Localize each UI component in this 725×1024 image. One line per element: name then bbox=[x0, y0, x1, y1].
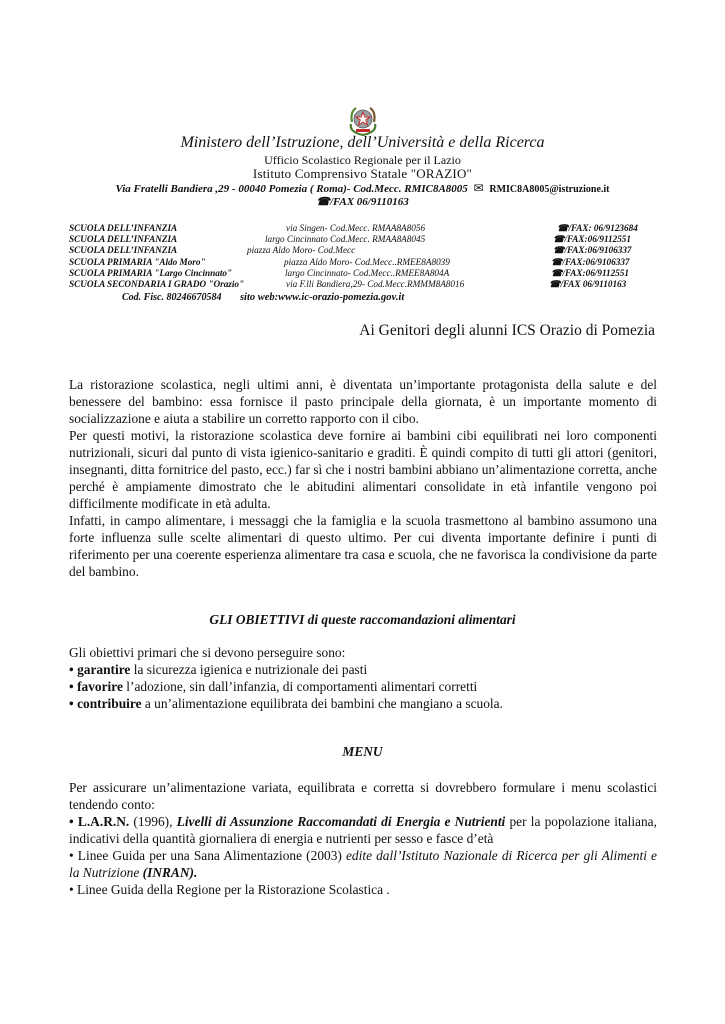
school-address: via F.lli Bandiera,29- Cod.Mecc.RMMM8A8016 bbox=[286, 278, 465, 289]
objectives-section bbox=[69, 644, 657, 712]
institute-address: Via Fratelli Bandiera ,29 - 00040 Pomezia ( Roma)- Cod.Mecc. RMIC8A8005 bbox=[115, 183, 468, 195]
school-address: largo Cincinnato Cod.Mecc. RMAA8A8045 bbox=[265, 234, 426, 245]
regional-office: Ufficio Scolastico Regionale per il Lazio bbox=[264, 153, 461, 167]
ministry-title: Ministero dell’Istruzione, dell’Università e della Ricerca bbox=[180, 134, 545, 151]
school-row bbox=[69, 234, 655, 245]
menu-heading: MENU bbox=[342, 744, 383, 759]
objectives-heading: GLI OBIETTIVI di queste raccomandazioni alimentari bbox=[209, 612, 516, 627]
phone-icon: ☎ bbox=[551, 256, 563, 267]
institute-email[interactable]: RMIC8A8005@istruzione.it bbox=[489, 184, 610, 195]
phone-icon: ☎ bbox=[316, 196, 330, 208]
school-name: SCUOLA DELL’INFANZIA bbox=[69, 245, 178, 256]
school-fax: ☎/FAX:06/9106337 bbox=[553, 245, 632, 256]
menu-item-regional: • Linee Guida della Regione per la Ristorazione Scolastica . bbox=[69, 882, 390, 897]
objectives-lead: Gli obiettivi primari che si devono perseguire sono: bbox=[69, 645, 346, 660]
school-row bbox=[69, 223, 655, 234]
phone-icon: ☎ bbox=[553, 234, 565, 245]
menu-item-larn: • L.A.R.N. (1996), Livelli di Assunzione Raccomandati di Energia e Nutrienti per la popolazione italiana, indicativi della quantità giornaliera di energia e nutrienti per sesso e fasce d’età bbox=[69, 814, 657, 846]
institute-address-line bbox=[0, 181, 725, 196]
school-name: SCUOLA DELL’INFANZIA bbox=[69, 223, 178, 233]
school-name: SCUOLA PRIMARIA "Aldo Moro" bbox=[69, 256, 206, 267]
recipient-line: Ai Genitori degli alunni ICS Orazio di Pomezia bbox=[359, 322, 655, 339]
school-row bbox=[69, 279, 655, 290]
institute-fax: /FAX 06/9110163 bbox=[329, 196, 409, 208]
school-name: SCUOLA DELL’INFANZIA bbox=[69, 234, 178, 245]
school-row bbox=[69, 245, 655, 256]
intro-paragraph: Infatti, in campo alimentare, i messaggi che la famiglia e la scuola trasmettono al bambino assumono una forte influenza sulle scelte alimentari di questo ultimo. Per cui diventa importante definire i punti di riferimento per una coerente esperienza alimentare tra casa e scuola, che ne favorisca la condivisione da parte del bambino. bbox=[69, 513, 657, 579]
schools-list bbox=[69, 223, 655, 290]
intro-paragraph: La ristorazione scolastica, negli ultimi anni, è diventata un’importante protagonista della salute e del benessere del bambino: essa fornisce il pasto principale della giornata, è un importante momento di socializzazione e aiuta a stabilire un corretto rapporto con il cibo. bbox=[69, 377, 657, 426]
school-fax: ☎/FAX:06/9112551 bbox=[553, 234, 631, 245]
school-fax: ☎/FAX: 06/9123684 bbox=[557, 223, 638, 233]
school-address: piazza Aldo Moro- Cod.Mecc..RMEE8A8039 bbox=[284, 256, 450, 267]
menu-item-guidelines: • Linee Guida per una Sana Alimentazione (2003) edite dall’Istituto Nazionale di Ricerca per gli Alimenti e la Nutrizione (INRAN). bbox=[69, 848, 657, 880]
phone-icon: ☎ bbox=[557, 223, 569, 233]
fiscal-web-line bbox=[122, 292, 404, 303]
school-address: largo Cincinnato- Cod.Mecc..RMEE8A804A bbox=[285, 267, 450, 278]
phone-icon: ☎ bbox=[549, 278, 561, 289]
objective-item: • favorire l’adozione, sin dall’infanzia, di comportamenti alimentari corretti bbox=[69, 679, 478, 694]
institute-name: Istituto Comprensivo Statale "ORAZIO" bbox=[252, 166, 473, 181]
institute-fax-line bbox=[0, 195, 725, 208]
phone-icon: ☎ bbox=[553, 245, 565, 256]
intro-section bbox=[69, 376, 657, 580]
fiscal-code: Cod. Fisc. 80246670584 bbox=[122, 292, 222, 303]
phone-icon: ☎ bbox=[551, 267, 563, 278]
objective-item: • contribuire a un’alimentazione equilibrata dei bambini che mangiano a scuola. bbox=[69, 696, 503, 711]
school-fax: ☎/FAX:06/9106337 bbox=[551, 256, 630, 267]
school-name: SCUOLA SECONDARIA I GRADO "Orazio" bbox=[69, 278, 245, 289]
school-name: SCUOLA PRIMARIA "Largo Cincinnato" bbox=[69, 267, 233, 278]
school-row bbox=[69, 257, 655, 268]
school-address: piazza Aldo Moro- Cod.Mecc bbox=[247, 245, 356, 256]
italian-republic-emblem-icon bbox=[347, 102, 379, 136]
envelope-icon: ✉ bbox=[473, 181, 484, 195]
school-fax: ☎/FAX 06/9110163 bbox=[549, 278, 627, 289]
intro-paragraph: Per questi motivi, la ristorazione scolastica deve fornire ai bambini cibi equilibrati nei loro componenti nutrizionali, sicuri dal punto di vista igienico-sanitario e graditi. È quindi compito di tutti gli attori (genitori, insegnanti, ditta fornitrice del pasto, ecc.) far sì che i nostri bambini abbiano un’alimentazione corretta, anche perché è ampiamente dimostrato che le abitudini alimentari consolidate in età infantile vengono poi difficilmente modificate in età adulta. bbox=[69, 428, 657, 511]
school-fax: ☎/FAX:06/9112551 bbox=[551, 267, 629, 278]
website-link[interactable]: sito web:www.ic-orazio-pomezia.gov.it bbox=[239, 292, 405, 303]
menu-section bbox=[69, 779, 657, 898]
school-address: via Singen- Cod.Mecc. RMAA8A8056 bbox=[286, 223, 426, 233]
objective-item: • garantire la sicurezza igienica e nutrizionale dei pasti bbox=[69, 662, 368, 677]
menu-lead: Per assicurare un’alimentazione variata, equilibrata e corretta si dovrebbero formulare i menu scolastici tendendo conto: bbox=[69, 780, 657, 812]
school-row bbox=[69, 268, 655, 279]
